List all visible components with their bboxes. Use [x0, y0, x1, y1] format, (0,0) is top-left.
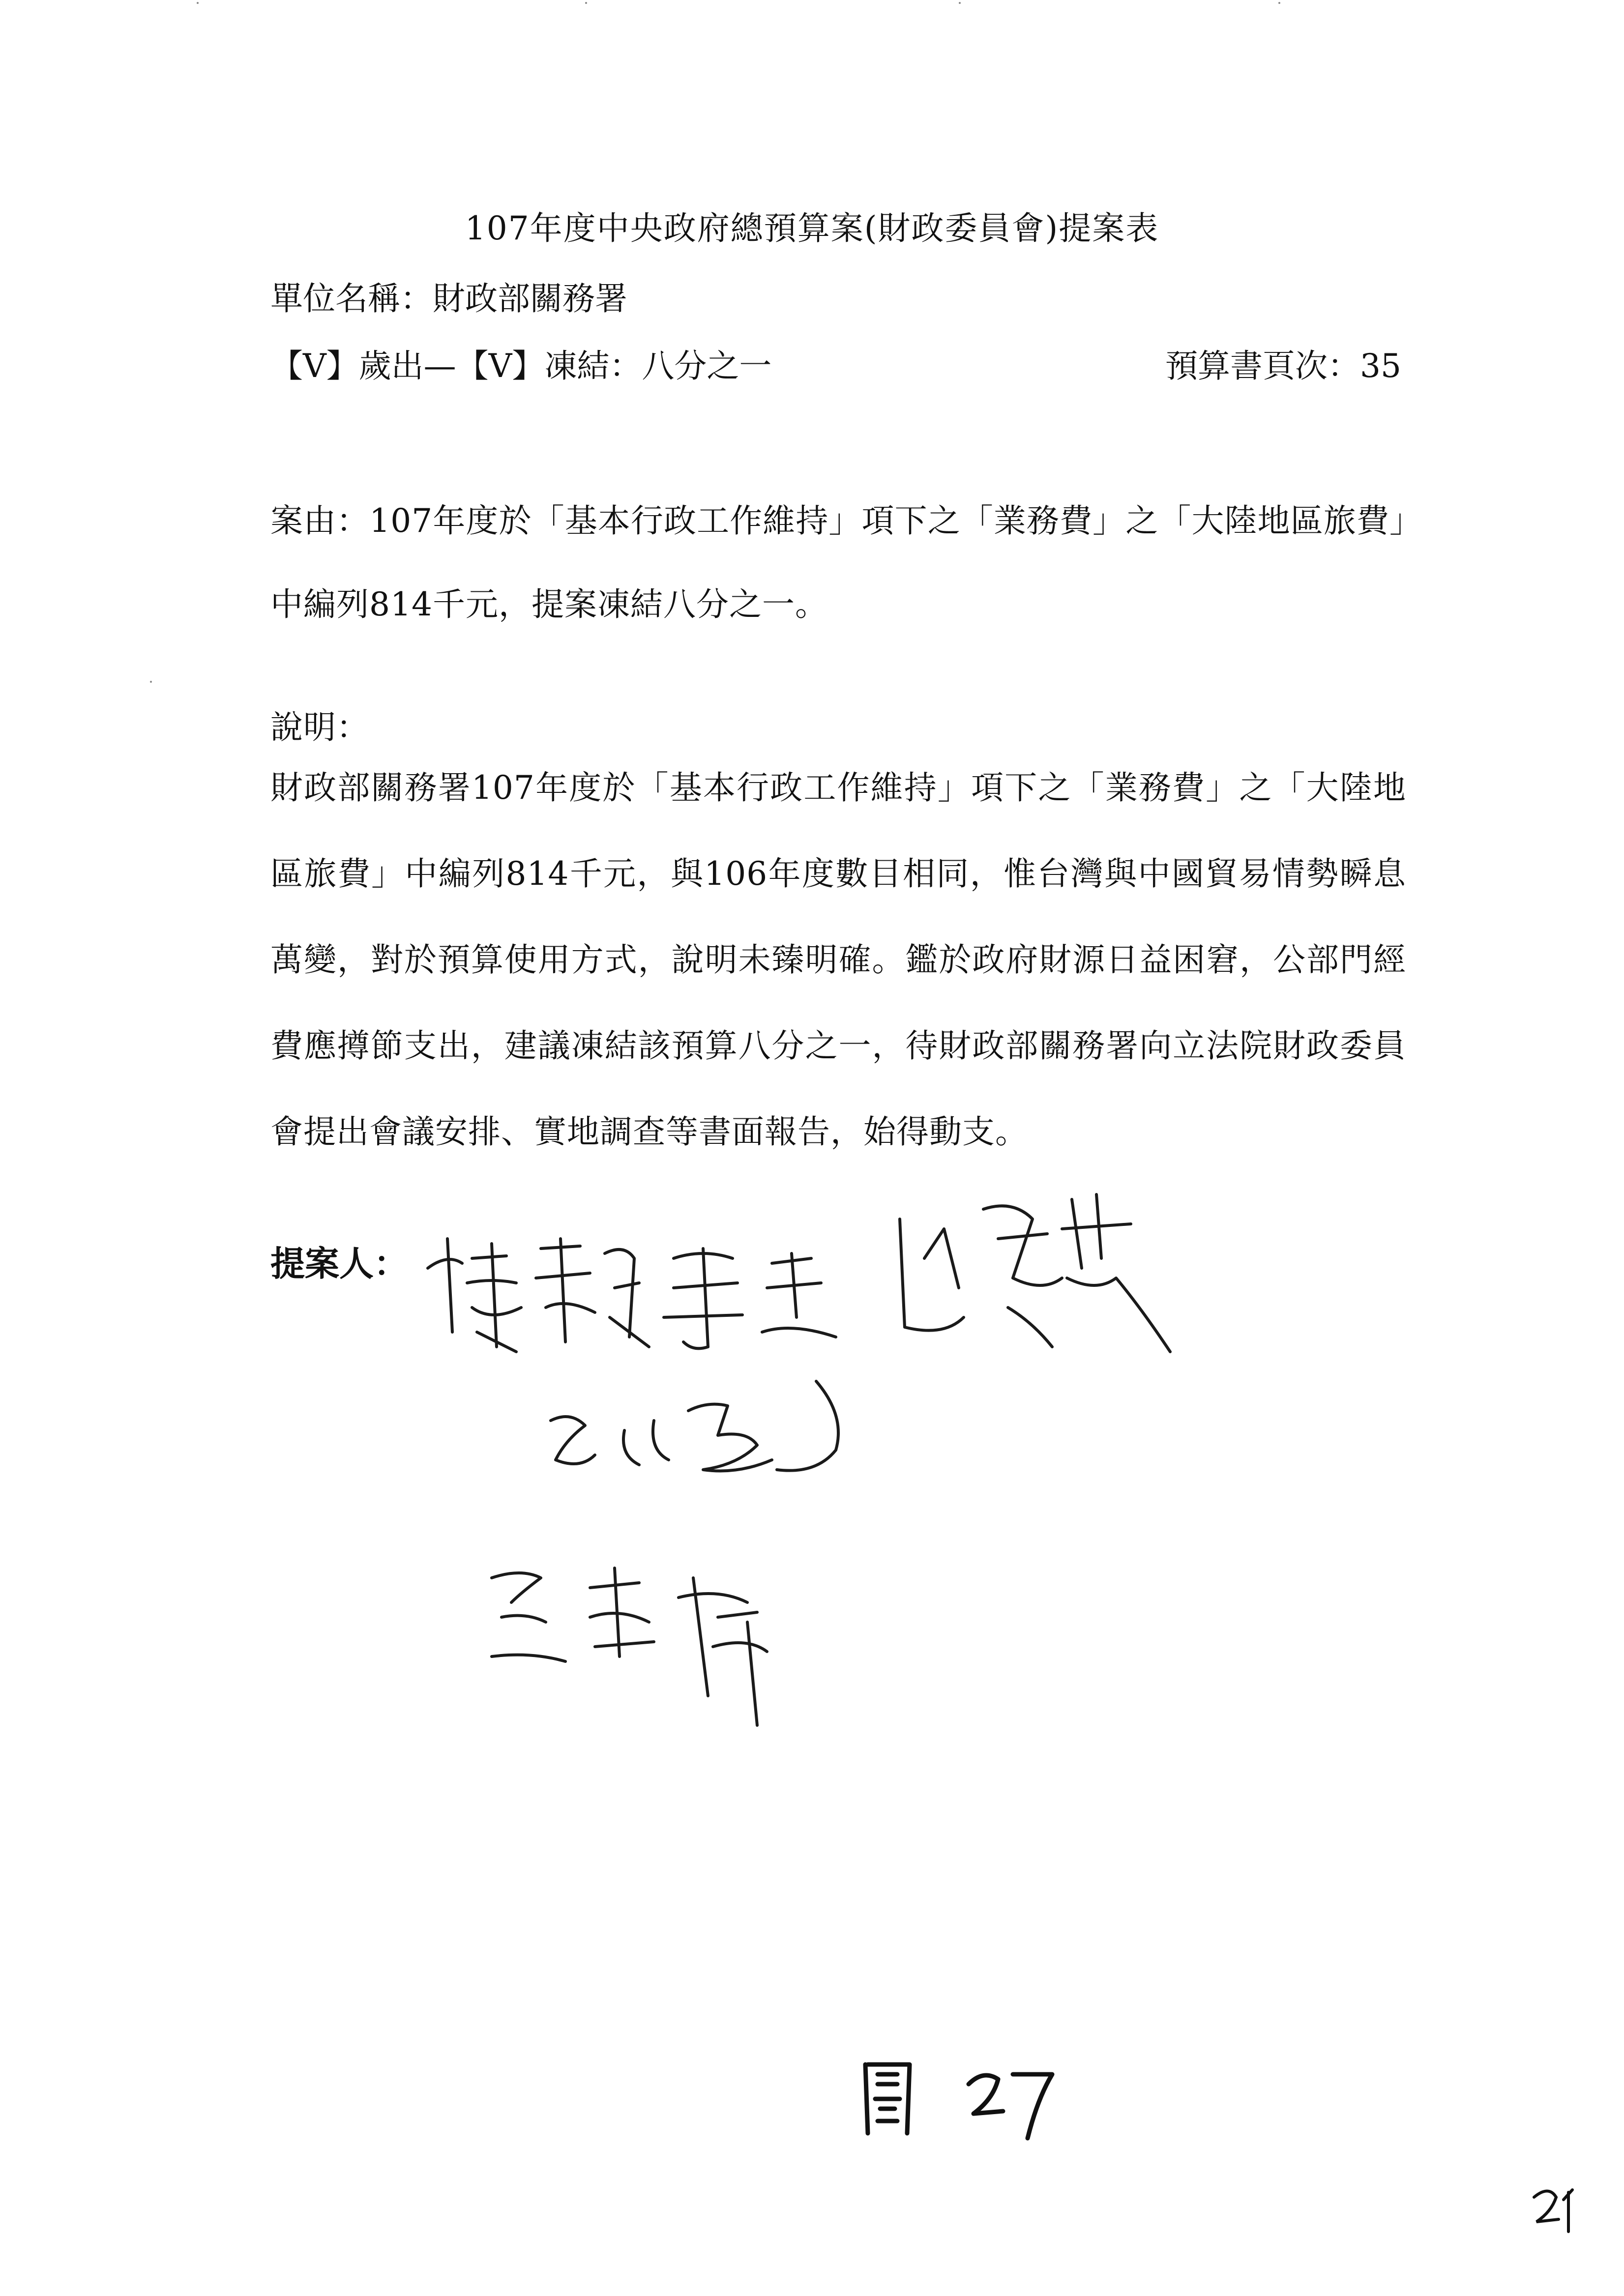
- budget-flags-row: [270, 347, 1401, 385]
- handwritten-mark: [856, 2055, 1062, 2143]
- scan-artifact: [1278, 2, 1280, 4]
- scan-artifact: [197, 2, 199, 4]
- scan-artifact: [959, 2, 961, 4]
- handwritten-page-number: [1529, 2182, 1588, 2237]
- scan-artifact: [150, 681, 152, 683]
- budget-flags: 【V】歲出—【V】凍結：八分之一: [270, 347, 772, 385]
- signature-4: [482, 1548, 826, 1735]
- unit-name: 單位名稱：財政部關務署: [270, 280, 627, 318]
- signature-1: [418, 1209, 860, 1357]
- description-text: 財政部關務署107年度於「基本行政工作維持」項下之「業務費」之「大陸地區旅費」中編列814千元，與106年度數目相同，惟台灣與中國貿易情勢瞬息萬變，對於預算使用方式，說明未臻明確。鑑於政府財源日益困窘，公部門經費應撙節支出，建議凍結該預算八分之一，待財政部關務署向立法院財政委員會提出會議安排、實地調查等書面報告，始得動支。: [270, 769, 1406, 1151]
- proposer-label: 提案人：: [270, 1244, 408, 1284]
- signature-3: [541, 1371, 895, 1499]
- document-title: 107年度中央政府總預算案(財政委員會)提案表: [465, 209, 1159, 247]
- description-label: 說明：: [270, 708, 369, 746]
- scan-artifact: [585, 2, 587, 4]
- budget-page-number: 預算書頁次：35: [1165, 347, 1401, 385]
- signature-2: [885, 1180, 1190, 1366]
- proposal-reason: 案由：107年度於「基本行政工作維持」項下之「業務費」之「大陸地區旅費」中編列814千元，提案凍結八分之一。: [270, 502, 1406, 623]
